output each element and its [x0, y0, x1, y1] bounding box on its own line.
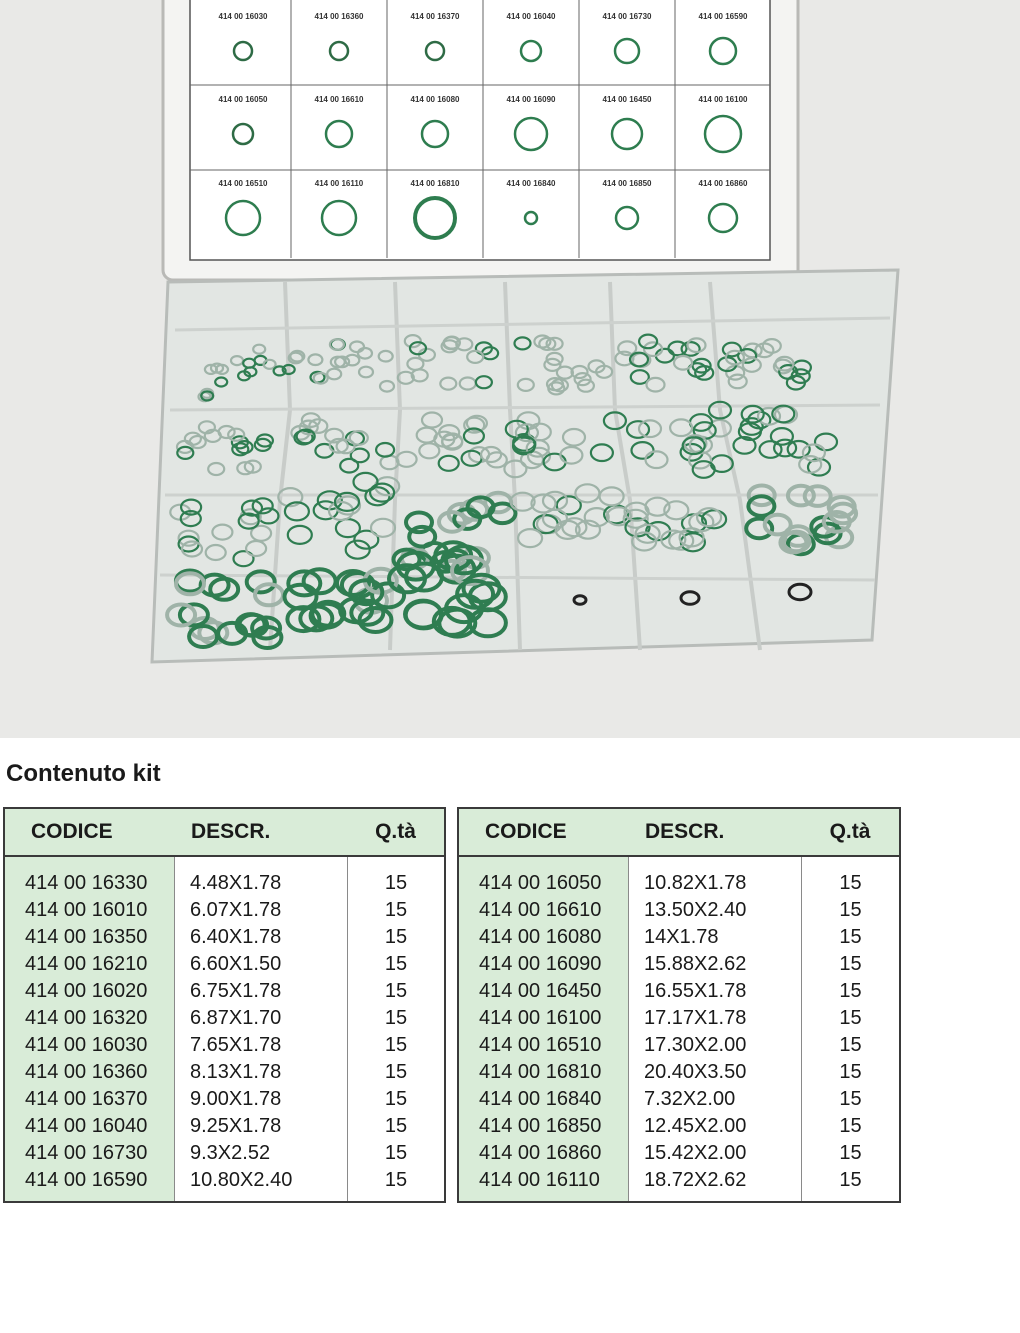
quantity-cell: 15	[839, 1007, 862, 1029]
header-code: CODICE	[31, 820, 113, 843]
quantity-cell: 15	[839, 1115, 862, 1137]
description-cell: 15.42X2.00	[644, 1142, 747, 1164]
table-body	[459, 857, 899, 1201]
code-cell: 414 00 16610	[479, 899, 602, 921]
header-code: CODICE	[485, 820, 567, 843]
quantity-cell: 15	[839, 872, 862, 894]
description-cell: 8.13X1.78	[190, 1061, 282, 1083]
quantity-cell: 15	[384, 1088, 408, 1110]
header-quantity: Q.tà	[829, 820, 871, 843]
quantity-column	[802, 857, 899, 1201]
quantity-cell: 15	[839, 1169, 862, 1191]
description-cell: 6.07X1.78	[190, 899, 282, 921]
compartment-label: 414 00 16100	[698, 95, 748, 104]
section-title: Contenuto kit	[6, 760, 161, 787]
quantity-cell: 15	[839, 1034, 862, 1056]
code-cell: 414 00 16020	[25, 980, 148, 1002]
quantity-column	[348, 857, 444, 1201]
quantity-cell: 15	[384, 1169, 408, 1191]
quantity-cell: 15	[839, 1142, 862, 1164]
description-cell: 7.32X2.00	[644, 1088, 736, 1110]
code-cell: 414 00 16590	[25, 1169, 148, 1191]
description-cell: 6.87X1.70	[190, 1007, 282, 1029]
code-cell: 414 00 16840	[479, 1088, 602, 1110]
header-description: DESCR.	[645, 820, 725, 843]
description-cell: 10.80X2.40	[190, 1169, 293, 1191]
header-quantity: Q.tà	[375, 820, 416, 843]
code-cell: 414 00 16080	[479, 926, 602, 948]
code-cell: 414 00 16030	[25, 1034, 148, 1056]
code-cell: 414 00 16010	[25, 899, 148, 921]
code-cell: 414 00 16360	[25, 1061, 148, 1083]
code-cell: 414 00 16510	[479, 1034, 602, 1056]
quantity-cell: 15	[384, 1007, 408, 1029]
compartment-label: 414 00 16090	[506, 95, 556, 104]
description-cell: 16.55X1.78	[644, 980, 747, 1002]
quantity-cell: 15	[384, 953, 408, 975]
description-cell: 7.65X1.78	[190, 1034, 282, 1056]
compartment-label: 414 00 16810	[410, 179, 460, 188]
code-column	[459, 857, 629, 1201]
contents-table-left	[3, 807, 446, 1203]
quantity-cell: 15	[384, 980, 408, 1002]
compartment-label: 414 00 16050	[218, 95, 268, 104]
compartment-label: 414 00 16840	[506, 179, 556, 188]
description-cell: 6.40X1.78	[190, 926, 282, 948]
code-cell: 414 00 16850	[479, 1115, 602, 1137]
description-cell: 12.45X2.00	[644, 1115, 747, 1137]
compartment-label: 414 00 16450	[602, 95, 652, 104]
lid-label-card	[190, 0, 770, 260]
description-cell: 15.88X2.62	[644, 953, 747, 975]
header-description: DESCR.	[191, 820, 271, 843]
code-cell: 414 00 16110	[479, 1169, 600, 1191]
code-cell: 414 00 16330	[25, 872, 148, 894]
code-cell: 414 00 16350	[25, 926, 148, 948]
description-cell: 10.82X1.78	[644, 872, 747, 894]
code-column	[5, 857, 175, 1201]
compartment-label: 414 00 16590	[698, 12, 748, 21]
code-cell: 414 00 16730	[25, 1142, 148, 1164]
compartment-label: 414 00 16850	[602, 179, 652, 188]
description-cell: 14X1.78	[644, 926, 719, 948]
compartment-label: 414 00 16080	[410, 95, 460, 104]
table-header	[5, 809, 444, 857]
description-cell: 6.75X1.78	[190, 980, 282, 1002]
description-cell: 4.48X1.78	[190, 872, 282, 894]
description-cell: 9.25X1.78	[190, 1115, 282, 1137]
compartment-label: 414 00 16510	[218, 179, 268, 188]
quantity-cell: 15	[839, 980, 862, 1002]
quantity-cell: 15	[839, 899, 862, 921]
code-cell: 414 00 16100	[479, 1007, 602, 1029]
quantity-cell: 15	[384, 872, 408, 894]
description-cell: 9.00X1.78	[190, 1088, 282, 1110]
quantity-cell: 15	[384, 1061, 408, 1083]
description-column	[629, 857, 802, 1201]
compartment-label: 414 00 16040	[506, 12, 556, 21]
contents-table-right	[457, 807, 901, 1203]
description-cell: 20.40X3.50	[644, 1061, 747, 1083]
compartment-label: 414 00 16110	[314, 179, 364, 188]
compartment-label: 414 00 16360	[314, 12, 364, 21]
quantity-cell: 15	[384, 926, 408, 948]
quantity-cell: 15	[839, 1061, 862, 1083]
code-cell: 414 00 16210	[25, 953, 148, 975]
description-cell: 18.72X2.62	[644, 1169, 747, 1191]
description-cell: 17.17X1.78	[644, 1007, 747, 1029]
description-cell: 6.60X1.50	[190, 953, 282, 975]
compartment-label: 414 00 16370	[410, 12, 460, 21]
table-body	[5, 857, 444, 1201]
code-cell: 414 00 16320	[25, 1007, 148, 1029]
table-header	[459, 809, 899, 857]
code-cell: 414 00 16090	[479, 953, 602, 975]
compartment-label: 414 00 16030	[218, 12, 268, 21]
code-cell: 414 00 16810	[479, 1061, 602, 1083]
code-cell: 414 00 16860	[479, 1142, 602, 1164]
quantity-cell: 15	[839, 953, 862, 975]
description-column	[175, 857, 348, 1201]
quantity-cell: 15	[384, 1034, 408, 1056]
description-cell: 9.3X2.52	[190, 1142, 271, 1164]
compartment-label: 414 00 16610	[314, 95, 364, 104]
description-cell: 13.50X2.40	[644, 899, 747, 921]
code-cell: 414 00 16040	[25, 1115, 148, 1137]
quantity-cell: 15	[839, 926, 862, 948]
code-cell: 414 00 16370	[25, 1088, 148, 1110]
quantity-cell: 15	[839, 1088, 862, 1110]
quantity-cell: 15	[384, 1115, 408, 1137]
compartment-label: 414 00 16730	[602, 12, 652, 21]
description-cell: 17.30X2.00	[644, 1034, 747, 1056]
code-cell: 414 00 16450	[479, 980, 602, 1002]
code-cell: 414 00 16050	[479, 872, 602, 894]
quantity-cell: 15	[384, 1142, 408, 1164]
quantity-cell: 15	[384, 899, 408, 921]
compartment-label: 414 00 16860	[698, 179, 748, 188]
